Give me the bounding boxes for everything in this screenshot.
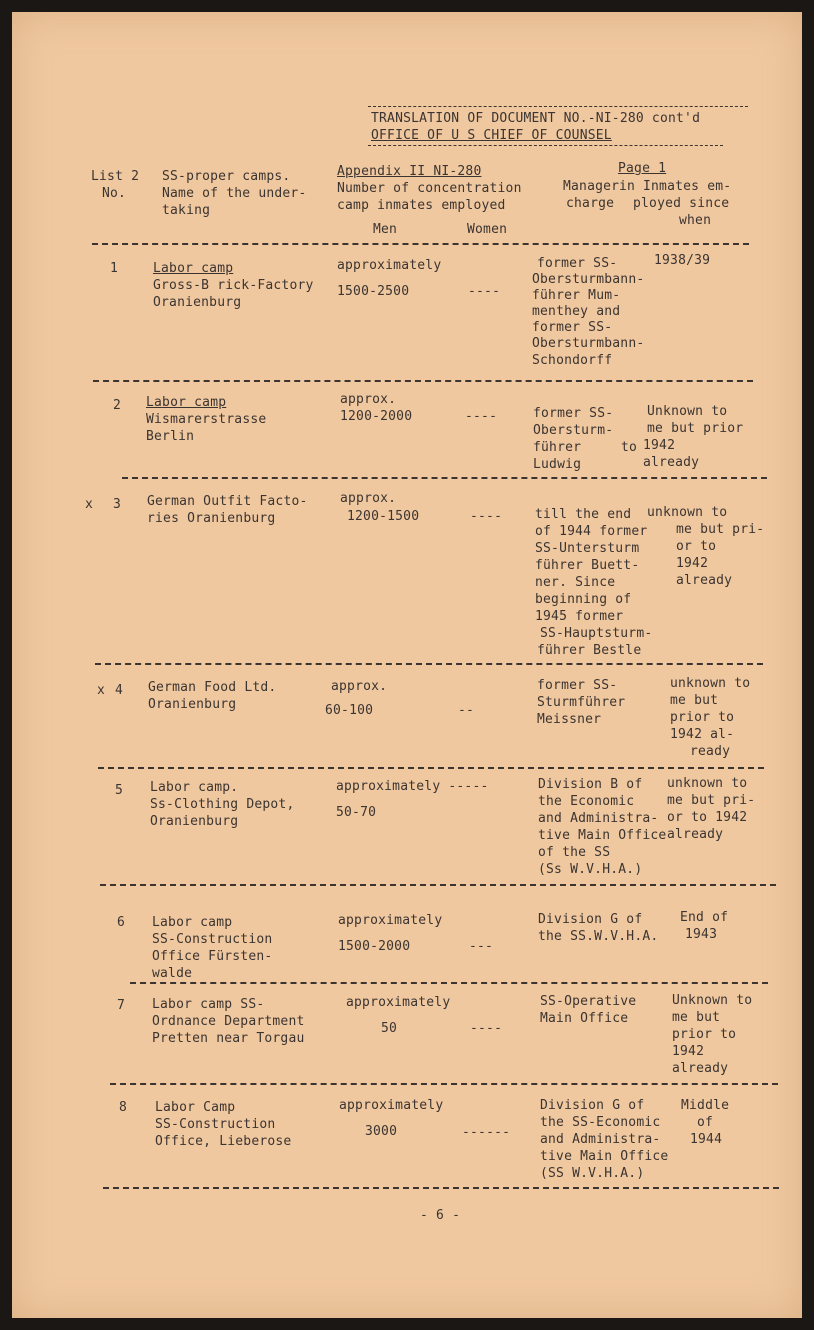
cell-text-line: führer Bestle	[537, 643, 642, 658]
men-count: approx.	[340, 491, 397, 506]
row-mark: x	[85, 497, 94, 512]
row-mark: x	[97, 683, 106, 698]
page-number: - 6 -	[420, 1208, 461, 1223]
cell-text-line: the Economic	[538, 794, 635, 809]
cell-text-line: 1942 al-	[670, 727, 735, 742]
cell-text-line: 1500-2000	[338, 939, 411, 954]
table-divider	[100, 884, 776, 886]
table-divider	[103, 1187, 779, 1189]
table-divider	[98, 767, 764, 769]
undertaking-name: Labor camp	[153, 261, 234, 276]
cell-text-line: 1942	[672, 1044, 705, 1059]
cell-text-line: 50-70	[336, 805, 377, 820]
cell-text-line: Meissner	[537, 712, 602, 727]
cell-text-line: tive Main Office	[540, 1149, 669, 1164]
cell-text-line: Wismarerstrasse	[146, 412, 267, 427]
manager: SS-Operative	[540, 994, 637, 1009]
row-number: 6	[117, 915, 126, 930]
table-divider	[92, 243, 749, 245]
table-divider	[368, 145, 723, 146]
cell-text-line: 1200-2000	[340, 409, 413, 424]
column-header-page: Page 1	[618, 161, 667, 176]
cell-text-line: Number of concentration	[337, 181, 522, 196]
cell-text-line: Schondorff	[532, 353, 613, 368]
employed-since: unknown to	[647, 505, 728, 520]
cell-text-line: former SS-	[532, 320, 613, 335]
women-count: --	[458, 703, 475, 718]
cell-text-line: ner. Since	[535, 575, 616, 590]
cell-text-line: 1942	[676, 556, 709, 571]
cell-text-line: prior to	[672, 1027, 737, 1042]
cell-text-line: No.	[102, 186, 127, 201]
column-header-men: Men	[373, 222, 398, 237]
cell-text-line: führer Mum-	[532, 288, 621, 303]
cell-text-line: SS-Construction	[152, 932, 273, 947]
cell-text-line: tive Main Office	[538, 828, 667, 843]
manager: former SS-	[537, 256, 618, 271]
undertaking-name: German Outfit Facto-	[147, 494, 308, 509]
cell-text-line: taking	[162, 203, 211, 218]
row-number: 2	[113, 398, 122, 413]
men-count: approximately	[338, 913, 443, 928]
employed-since: unknown to	[667, 776, 748, 791]
cell-text-line: already	[672, 1061, 729, 1076]
cell-text-line: already	[667, 827, 724, 842]
men-count: approx.	[340, 392, 397, 407]
cell-text-line: me but	[672, 1010, 721, 1025]
undertaking-name: German Food Ltd.	[148, 680, 277, 695]
employed-since: Unknown to	[672, 993, 753, 1008]
cell-text-line: already	[643, 455, 700, 470]
cell-text-line: Manager	[563, 179, 620, 194]
cell-text-line: 3000	[365, 1124, 398, 1139]
cell-text-line: and Administra-	[538, 811, 659, 826]
women-count: ----	[470, 1021, 503, 1036]
cell-text-line: ries Oranienburg	[147, 511, 276, 526]
cell-text-line: (SS W.V.H.A.)	[540, 1166, 645, 1181]
row-number: 7	[117, 998, 126, 1013]
cell-text-line: 1200-1500	[347, 509, 420, 524]
women-count: ----	[468, 284, 501, 299]
cell-text-line: of 1944 former	[535, 524, 648, 539]
row-number: 4	[115, 683, 124, 698]
women-count: ----	[470, 509, 503, 524]
cell-text-line: 1943	[685, 927, 718, 942]
cell-text-line: beginning of	[535, 592, 632, 607]
cell-text-line: 1942	[643, 438, 676, 453]
cell-text-line: Ludwig	[533, 457, 582, 472]
cell-text-line: in	[619, 179, 636, 194]
cell-text-line: ployed since	[633, 196, 730, 211]
table-divider	[95, 663, 763, 665]
cell-text-line: 1944	[690, 1132, 723, 1147]
men-count: approx.	[331, 679, 388, 694]
women-count: ----	[465, 409, 498, 424]
men-count: approximately -----	[336, 779, 489, 794]
undertaking-name: Labor camp.	[150, 780, 239, 795]
manager: Division B of	[538, 777, 643, 792]
row-number: 1	[110, 261, 119, 276]
cell-text-line: Oranienburg	[148, 697, 237, 712]
cell-text-line: ready	[690, 744, 731, 759]
cell-text-line: me but pri-	[676, 522, 765, 537]
cell-text-line: me but pri-	[667, 793, 756, 808]
cell-text-line: Obersturmbann-	[532, 272, 645, 287]
cell-text-line: and Administra-	[540, 1132, 661, 1147]
cell-text-line: Office Fürsten-	[152, 949, 273, 964]
cell-text-line: or to	[676, 539, 717, 554]
cell-text-line: 1500-2500	[337, 284, 410, 299]
cell-text-line: (Ss W.V.H.A.)	[538, 862, 643, 877]
men-count: approximately	[346, 995, 451, 1010]
men-count: approximately	[337, 258, 442, 273]
cell-text-line: 60-100	[325, 703, 374, 718]
cell-text-line: Inmates em-	[643, 179, 732, 194]
cell-text-line: menthey and	[532, 304, 621, 319]
manager: Division G of	[540, 1098, 645, 1113]
cell-text-line: SS-Hauptsturm-	[540, 626, 653, 641]
cell-text-line: Oranienburg	[150, 814, 239, 829]
table-divider	[93, 380, 753, 382]
employed-since: unknown to	[670, 676, 751, 691]
cell-text-line: me but prior	[647, 421, 744, 436]
column-header-women: Women	[467, 222, 508, 237]
cell-text-line: Ss-Clothing Depot,	[150, 797, 295, 812]
row-number: 5	[115, 783, 124, 798]
men-count: approximately	[339, 1098, 444, 1113]
cell-text-line: or to 1942	[667, 810, 748, 825]
cell-text-line: Sturmführer	[537, 695, 626, 710]
table-divider	[368, 106, 748, 107]
table-divider	[110, 1083, 778, 1085]
cell-text-line: Obersturmbann-	[532, 336, 645, 351]
manager: Division G of	[538, 912, 643, 927]
manager: former SS-	[533, 406, 614, 421]
cell-text-line: charge	[566, 196, 615, 211]
cell-text-line: Main Office	[540, 1011, 629, 1026]
cell-text-line: SS-proper camps.	[162, 169, 291, 184]
cell-text-line: to	[621, 440, 638, 455]
cell-text-line: already	[676, 573, 733, 588]
cell-text-line: camp inmates employed	[337, 198, 506, 213]
cell-text-line: of the SS	[538, 845, 611, 860]
cell-text-line: 50	[381, 1021, 398, 1036]
office-header: OFFICE OF U S CHIEF OF COUNSEL	[371, 128, 612, 143]
women-count: ---	[469, 939, 494, 954]
manager: former SS-	[537, 678, 618, 693]
cell-text-line: SS-Untersturm	[535, 541, 640, 556]
undertaking-name: Labor camp SS-	[152, 997, 265, 1012]
cell-text-line: Berlin	[146, 429, 195, 444]
cell-text-line: prior to	[670, 710, 735, 725]
employed-since: Unknown to	[647, 404, 728, 419]
cell-text-line: Name of the under-	[162, 186, 307, 201]
column-header-appendix: Appendix II NI-280	[337, 164, 482, 179]
cell-text-line: Office, Lieberose	[155, 1134, 292, 1149]
cell-text-line: führer	[533, 440, 582, 455]
table-divider	[122, 477, 767, 479]
women-count: ------	[462, 1125, 511, 1140]
row-number: 3	[113, 497, 122, 512]
cell-text-line: 1945 former	[535, 609, 624, 624]
cell-text-line: me but	[670, 693, 719, 708]
employed-since: 1938/39	[654, 253, 711, 268]
employed-since: End of	[680, 910, 729, 925]
cell-text-line: Ordnance Department	[152, 1014, 305, 1029]
undertaking-name: Labor camp	[152, 915, 233, 930]
row-number: 8	[119, 1100, 128, 1115]
cell-text-line: führer Buett-	[535, 558, 640, 573]
cell-text-line: SS-Construction	[155, 1117, 276, 1132]
table-divider	[130, 982, 768, 984]
cell-text-line: Obersturm-	[533, 423, 614, 438]
cell-text-line: the SS-Economic	[540, 1115, 661, 1130]
cell-text-line: the SS.W.V.H.A.	[538, 929, 659, 944]
undertaking-name: Labor Camp	[155, 1100, 236, 1115]
cell-text-line: Pretten near Torgau	[152, 1031, 305, 1046]
cell-text-line: List 2	[91, 169, 140, 184]
employed-since: Middle	[681, 1098, 730, 1113]
cell-text-line: of	[697, 1115, 714, 1130]
cell-text-line: Oranienburg	[153, 295, 242, 310]
translation-header: TRANSLATION OF DOCUMENT NO.-NI-280 cont'd	[371, 111, 701, 126]
cell-text-line: Gross-B rick-Factory	[153, 278, 314, 293]
manager: till the end	[535, 507, 632, 522]
cell-text-line: walde	[152, 966, 193, 981]
undertaking-name: Labor camp	[146, 395, 227, 410]
cell-text-line: when	[679, 213, 712, 228]
